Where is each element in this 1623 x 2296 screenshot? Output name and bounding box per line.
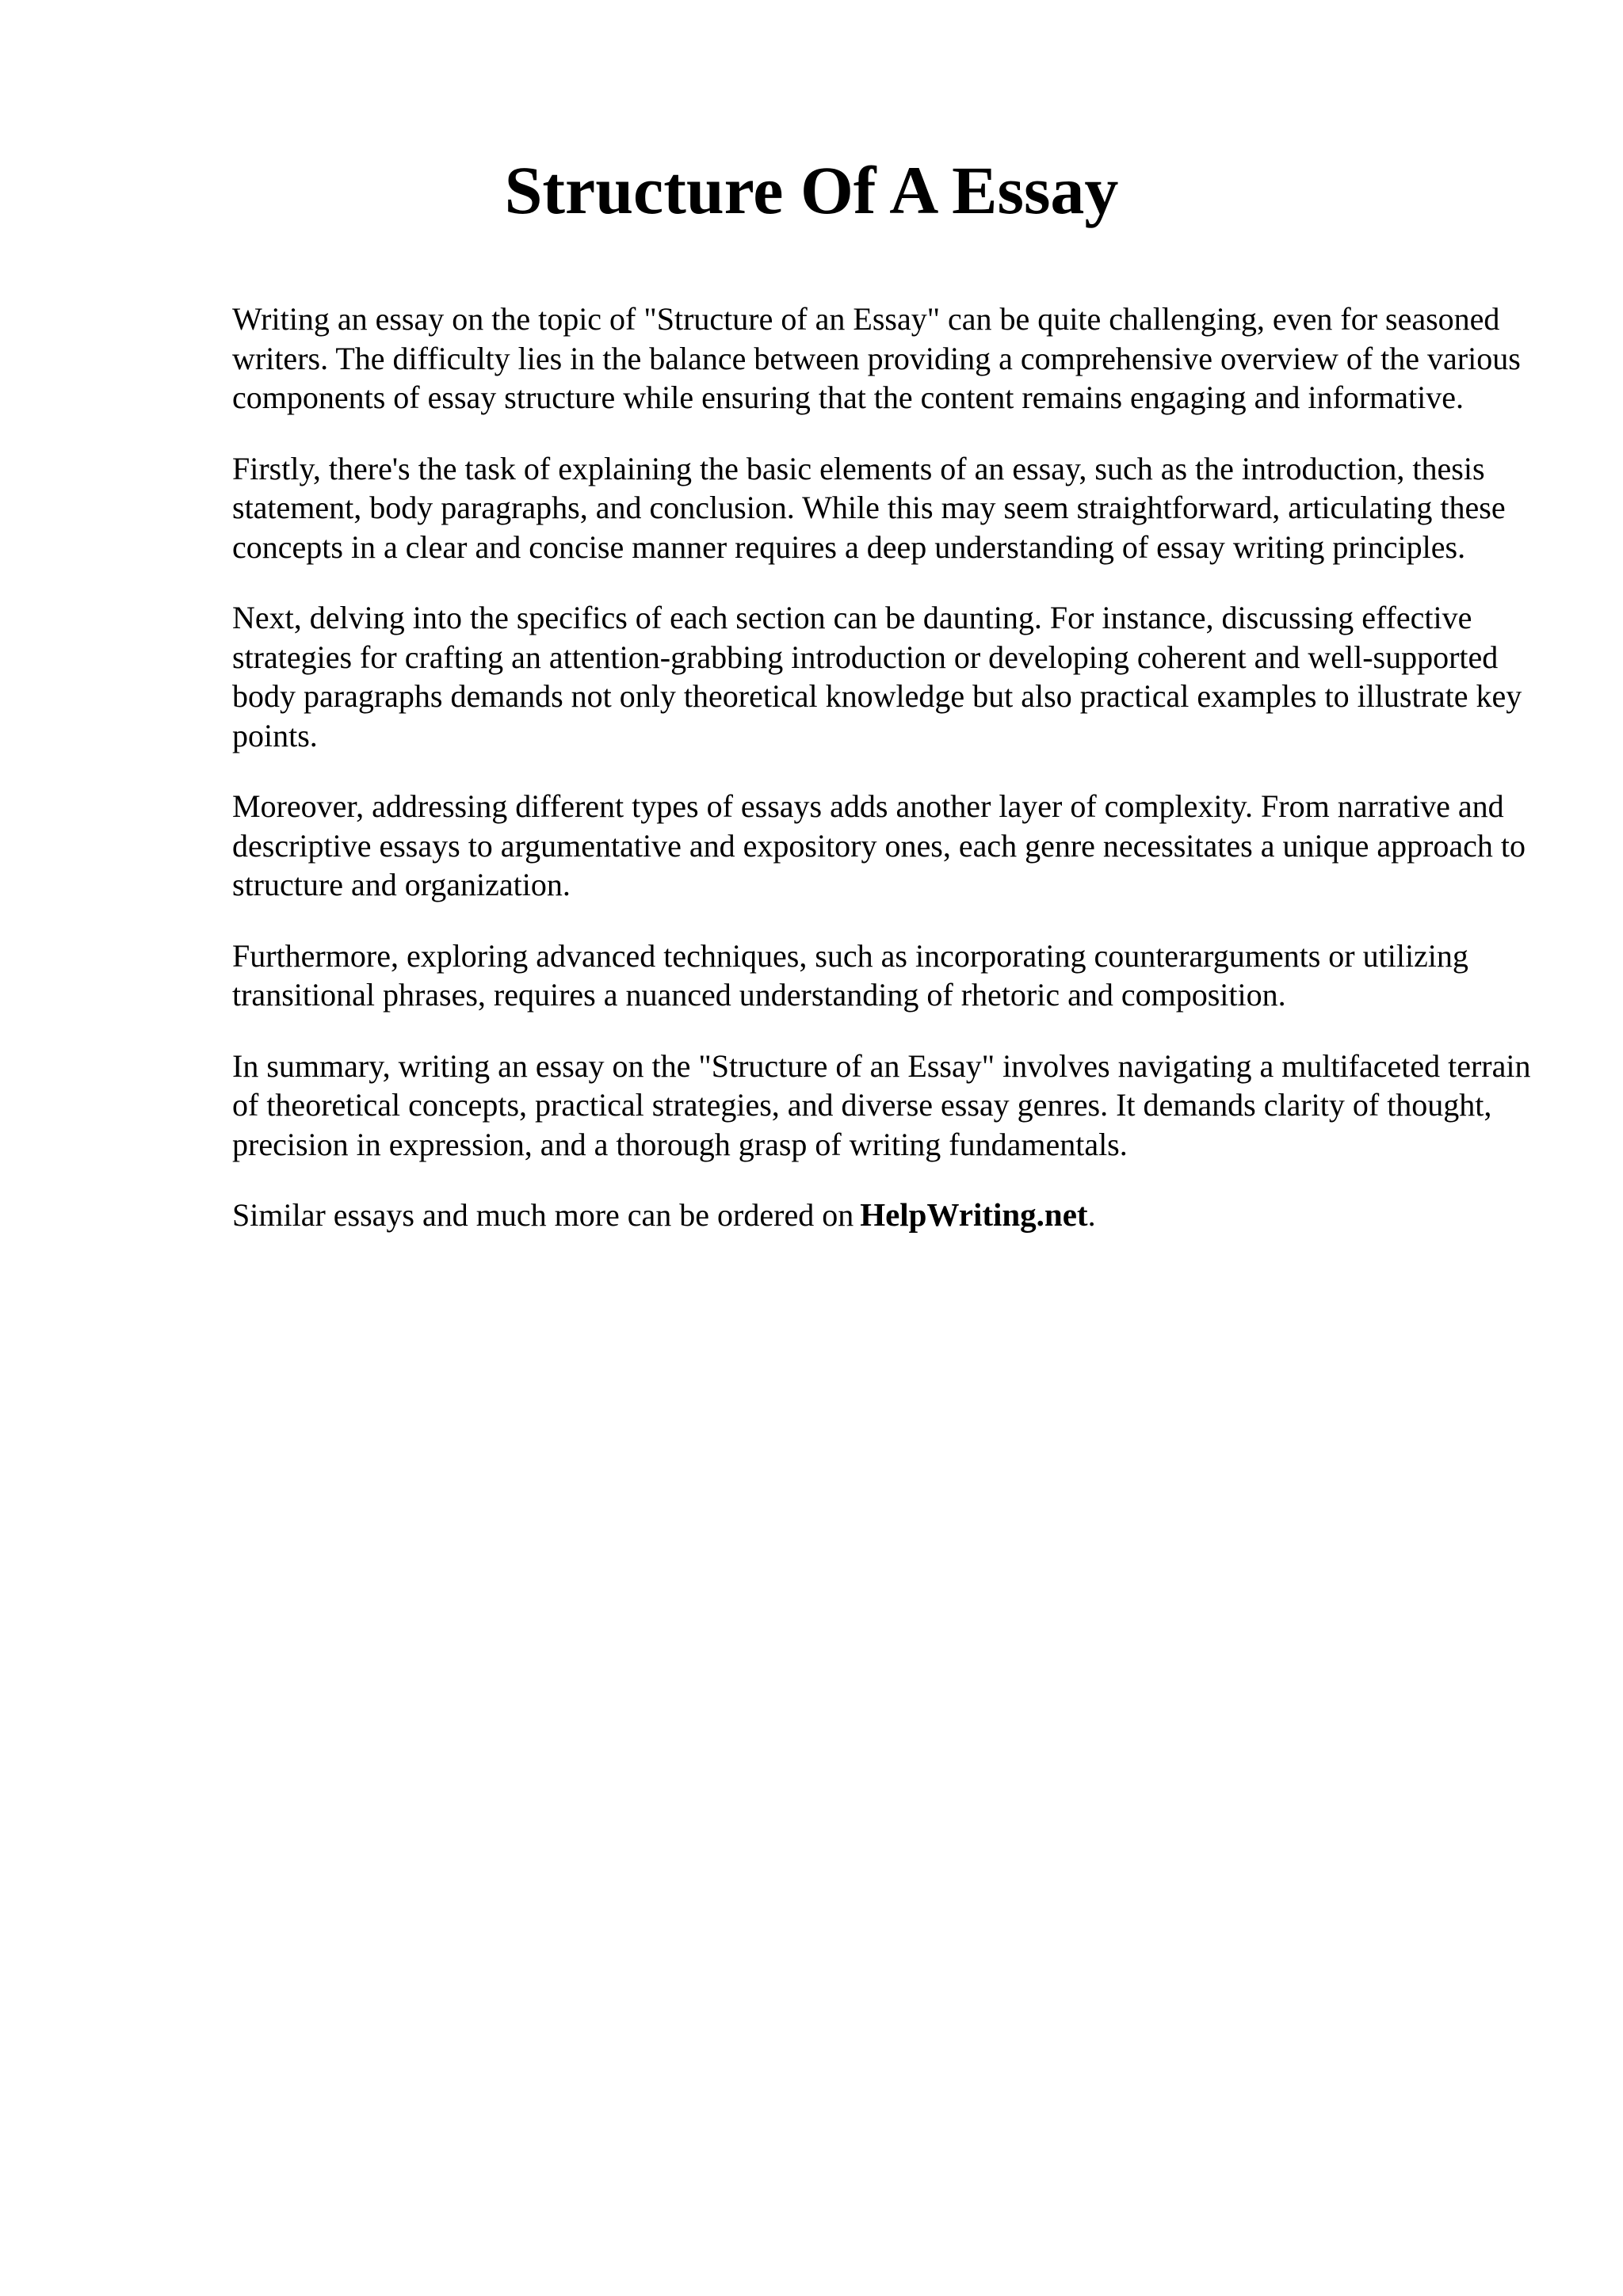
- paragraph-1: Writing an essay on the topic of "Structure of an Essay" can be quite challenging, even for seasoned writers. The difficulty lies in the balance between providing a comprehensive overview of the various components of essay structure while ensuring that the content remains engaging and informative.: [232, 301, 1521, 415]
- paragraph-6: In summary, writing an essay on the "Structure of an Essay" involves navigating a multifaceted terrain of theoretical concepts, practical strategies, and diverse essay genres. It demands clarity of thought, precision in expression, and a thorough grasp of writing fundamentals.: [232, 1047, 1531, 1162]
- paragraph-5: Furthermore, exploring advanced techniques, such as incorporating counterarguments or utilizing transitional phrases, requires a nuanced understanding of rhetoric and composition.: [232, 937, 1468, 1013]
- document-body: [232, 299, 1540, 1235]
- paragraph-3: Next, delving into the specifics of each section can be daunting. For instance, discussing effective strategies for crafting an attention-grabbing introduction or developing coherent and well-supported body paragraphs demands not only theoretical knowledge but also practical examples to illustrate key points.: [232, 600, 1522, 753]
- promo-line: [232, 1196, 1540, 1235]
- helpwriting-link[interactable]: HelpWriting.net: [860, 1196, 1088, 1233]
- promo-text: Similar essays and much more can be ordered on: [232, 1197, 854, 1233]
- promo-suffix: .: [1087, 1197, 1096, 1233]
- paragraph-4: Moreover, addressing different types of essays adds another layer of complexity. From narrative and descriptive essays to argumentative and expository ones, each genre necessitates a unique approach to structure and organization.: [232, 788, 1526, 902]
- document-title: Structure Of A Essay: [504, 152, 1119, 228]
- paragraph-2: Firstly, there's the task of explaining the basic elements of an essay, such as the introduction, thesis statement, body paragraphs, and conclusion. While this may seem straightforward, articulating these concepts in a clear and concise manner requires a deep understanding of essay writing principles.: [232, 450, 1506, 565]
